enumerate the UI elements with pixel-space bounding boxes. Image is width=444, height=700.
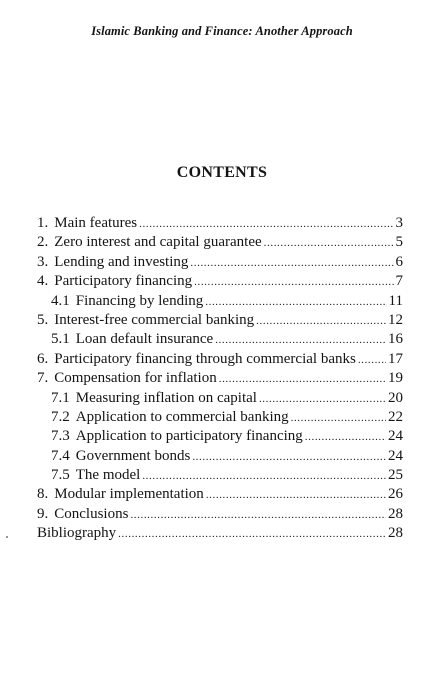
toc-entry-title: Measuring inflation on capital — [75, 389, 257, 406]
toc-entry-page: 3 — [395, 215, 403, 231]
dot-leader — [358, 351, 386, 370]
contents-title: CONTENTS — [176, 164, 268, 181]
toc-entry-page: 28 — [388, 525, 403, 542]
toc-entry-page: 22 — [388, 408, 403, 425]
toc-entry-title: Participatory financing — [54, 273, 193, 290]
dot-leader — [206, 486, 386, 505]
toc-entry-number: 7. — [37, 370, 49, 387]
toc-entry-title: Zero interest and capital guarantee — [54, 234, 262, 251]
toc-entry-number: 2. — [37, 234, 49, 251]
toc-entry-page: 5 — [395, 234, 403, 251]
toc-entry-government-bonds — [37, 447, 403, 466]
toc-entry-title: Conclusions — [54, 505, 129, 522]
toc-entry-title: Financing by lending — [75, 292, 204, 309]
toc-entry-title: Bibliography — [37, 525, 117, 542]
toc-entry-conclusions — [37, 505, 403, 524]
toc-entry-number: 9. — [37, 505, 49, 522]
dot-leader — [139, 215, 393, 234]
dot-leader — [291, 409, 386, 428]
toc-entry-page: 20 — [388, 389, 403, 406]
toc-entry-title: Lending and investing — [54, 253, 189, 270]
dot-leader — [264, 234, 394, 253]
toc-entry-page: 6 — [395, 253, 403, 270]
toc-entry-title: Application to participatory financing — [75, 428, 303, 445]
toc-entry-number: 4.1 — [51, 292, 70, 309]
dot-leader — [305, 428, 386, 447]
toc-entry-page: 19 — [388, 370, 403, 387]
toc-entry-participatory-commercial-banks — [37, 350, 403, 369]
toc-entry-page: 24 — [388, 447, 403, 464]
toc-entry-page: 7 — [395, 273, 403, 290]
dot-leader — [219, 370, 386, 389]
toc-entry-page: 11 — [388, 292, 403, 309]
toc-entry-number: 6. — [37, 350, 49, 367]
dot-leader — [256, 312, 386, 331]
toc-entry-number: 1. — [37, 215, 49, 231]
toc-entry-page: 16 — [388, 331, 403, 348]
toc-entry-title: Compensation for inflation — [54, 370, 217, 387]
toc-entry-number: 7.2 — [51, 408, 70, 425]
dot-leader — [190, 254, 393, 273]
toc-entry-bibliography — [37, 524, 403, 543]
toc-entry-number: 7.1 — [51, 389, 70, 406]
toc-entry-modular-implementation — [37, 485, 403, 504]
toc-entry-number: 7.3 — [51, 428, 70, 445]
toc-entry-number: 7.4 — [51, 447, 70, 464]
dot-leader — [215, 331, 386, 350]
toc-entry-measuring-inflation — [37, 389, 403, 408]
toc-entry-number: 7.5 — [51, 467, 70, 484]
toc-entry-title: Main features — [54, 215, 138, 231]
toc-entry-page: 26 — [388, 486, 403, 503]
toc-entry-title: Modular implementation — [54, 486, 204, 503]
toc-entry-title: Loan default insurance — [75, 331, 214, 348]
toc-entry-the-model — [37, 466, 403, 485]
table-of-contents — [37, 214, 403, 544]
toc-entry-number: 4. — [37, 273, 49, 290]
toc-entry-page: 24 — [388, 428, 403, 445]
toc-entry-loan-default-insurance — [37, 330, 403, 349]
dot-leader — [205, 293, 386, 312]
toc-entry-page: 28 — [388, 505, 403, 522]
toc-entry-main-features — [37, 214, 403, 233]
dot-leader — [259, 390, 386, 409]
toc-entry-title: Application to commercial banking — [75, 408, 289, 425]
toc-entry-application-participatory-financing — [37, 427, 403, 446]
toc-entry-compensation-inflation — [37, 369, 403, 388]
toc-entry-number: 3. — [37, 253, 49, 270]
toc-entry-participatory-financing — [37, 272, 403, 291]
toc-entry-title: Participatory financing through commercial banks — [54, 350, 356, 367]
toc-entry-page: 25 — [388, 467, 403, 484]
toc-entry-title: The model — [75, 467, 141, 484]
running-head: Islamic Banking and Finance: Another Approach — [91, 24, 353, 38]
toc-entry-number: 5.1 — [51, 331, 70, 348]
toc-entry-zero-interest — [37, 233, 403, 252]
dot-leader — [118, 525, 386, 544]
toc-entry-page: 17 — [388, 350, 403, 367]
toc-entry-financing-by-lending — [37, 292, 403, 311]
dot-leader — [130, 506, 386, 525]
toc-entry-number: 5. — [37, 311, 49, 328]
scan-speck — [6, 536, 8, 538]
toc-entry-title: Government bonds — [75, 447, 191, 464]
toc-entry-interest-free-banking — [37, 311, 403, 330]
dot-leader — [194, 273, 393, 292]
dot-leader — [142, 467, 386, 486]
toc-entry-application-commercial-banking — [37, 408, 403, 427]
toc-entry-lending-investing — [37, 253, 403, 272]
toc-entry-number: 8. — [37, 486, 49, 503]
toc-entry-title: Interest-free commercial banking — [54, 311, 255, 328]
dot-leader — [192, 448, 386, 467]
toc-entry-page: 12 — [388, 311, 403, 328]
